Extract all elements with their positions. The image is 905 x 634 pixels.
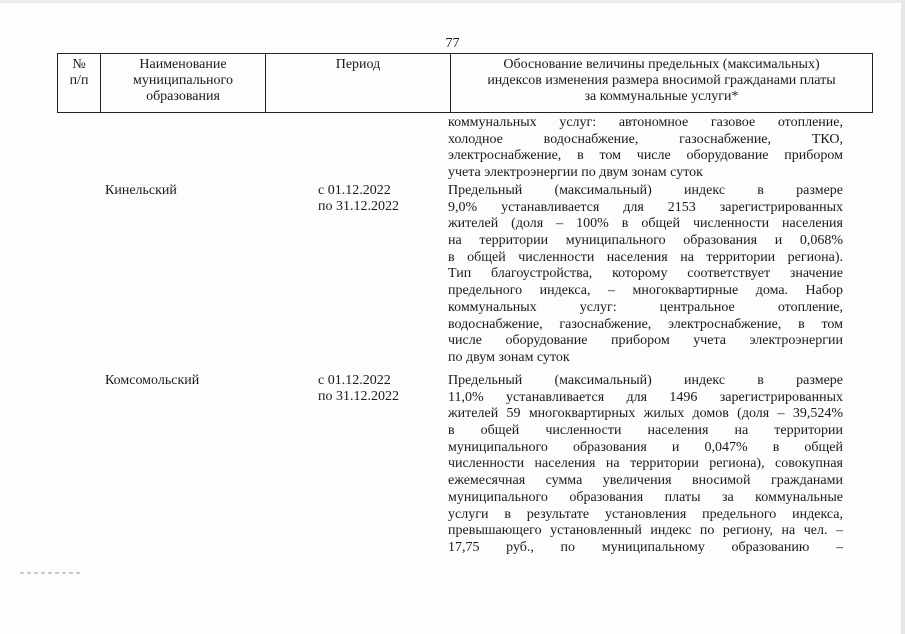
text-line: Предельный (максимальный) индекс в размере (448, 373, 843, 388)
text-line: электроснабжение, в том числе оборудование прибором (448, 148, 843, 164)
header-name-line: муниципального (133, 73, 233, 88)
text-line: в общей численности населения на территории (448, 423, 843, 439)
header-justification-line: за коммунальные услуги* (584, 89, 739, 104)
text-line: жителей (доля – 100% в общей численности населения (448, 216, 843, 232)
text-line: водоснабжение, газоснабжение, электроснабжение, в том (448, 316, 843, 332)
header-justification-cell (451, 54, 873, 113)
text-line: на территории муниципального образования и 0,068% (448, 233, 843, 249)
text-line: жителей 59 многоквартирных жилых домов (доля – 39,524% (448, 406, 843, 422)
text-line: ежемесячная сумма увеличения вносимой гражданами (448, 473, 843, 489)
text-line: 17,75 руб., по муниципальному образованию – (448, 539, 843, 555)
period (318, 373, 399, 405)
text-line: численности населения на территории региона), совокупная (448, 456, 843, 472)
scan-right-edge (901, 0, 905, 634)
text-line: в общей численности населения на территории региона). (448, 249, 843, 265)
text-line: Предельный (максимальный) индекс в размере (448, 183, 843, 198)
text-line: предельного индекса, – многоквартирные дома. Набор (448, 283, 843, 299)
header-number-line: п/п (69, 73, 89, 88)
header-name-line: Наименование (139, 57, 227, 72)
municipality-name: Кинельский (105, 183, 177, 198)
page-number: 77 (445, 36, 460, 51)
row-justification (448, 373, 843, 557)
scan-top-edge (0, 0, 905, 3)
header-period-line: Период (335, 57, 381, 72)
header-number-cell (58, 54, 101, 113)
row-justification (448, 183, 843, 367)
text-line: холодное водоснабжение, газоснабжение, ТКО, (448, 131, 843, 147)
header-name-line: образования (146, 89, 220, 104)
header-justification-line: индексов изменения размера вносимой гражданами платы (487, 73, 836, 88)
text-line: услуги в результате установления предельного индекса, (448, 506, 843, 522)
text-line: учета электроэнергии по двум зонам суток (448, 165, 703, 181)
text-line: муниципального образования платы за коммунальные (448, 489, 843, 505)
text-line: превышающего установленный индекс по региону, на чел. – (448, 523, 843, 539)
continuation-justification (448, 115, 843, 182)
period (318, 183, 399, 215)
period-start: с 01.12.2022 (318, 373, 391, 388)
text-line: Тип благоустройства, которому соответствует значение (448, 266, 843, 282)
text-line: муниципального образования и 0,047% в общей (448, 439, 843, 455)
text-line: числе оборудование прибором учета электроэнергии (448, 333, 843, 349)
text-line: 11,0% устанавливается для 1496 зарегистрированных (448, 389, 843, 405)
table-header (57, 53, 873, 113)
municipality-name: Комсомольский (105, 373, 200, 388)
text-line: коммунальных услуг: автономное газовое отопление, (448, 115, 843, 130)
header-name-cell (101, 54, 266, 113)
text-line: 9,0% устанавливается для 2153 зарегистрированных (448, 199, 843, 215)
text-line: по двум зонам суток (448, 349, 570, 365)
text-line: коммунальных услуг: центральное отопление, (448, 299, 843, 315)
header-number-line: № (72, 57, 86, 72)
period-end: по 31.12.2022 (318, 389, 399, 404)
header-justification-line: Обоснование величины предельных (максимальных) (503, 57, 820, 72)
header-period-cell (266, 54, 451, 113)
scan-artifact (20, 572, 80, 574)
period-start: с 01.12.2022 (318, 183, 391, 198)
period-end: по 31.12.2022 (318, 199, 399, 214)
